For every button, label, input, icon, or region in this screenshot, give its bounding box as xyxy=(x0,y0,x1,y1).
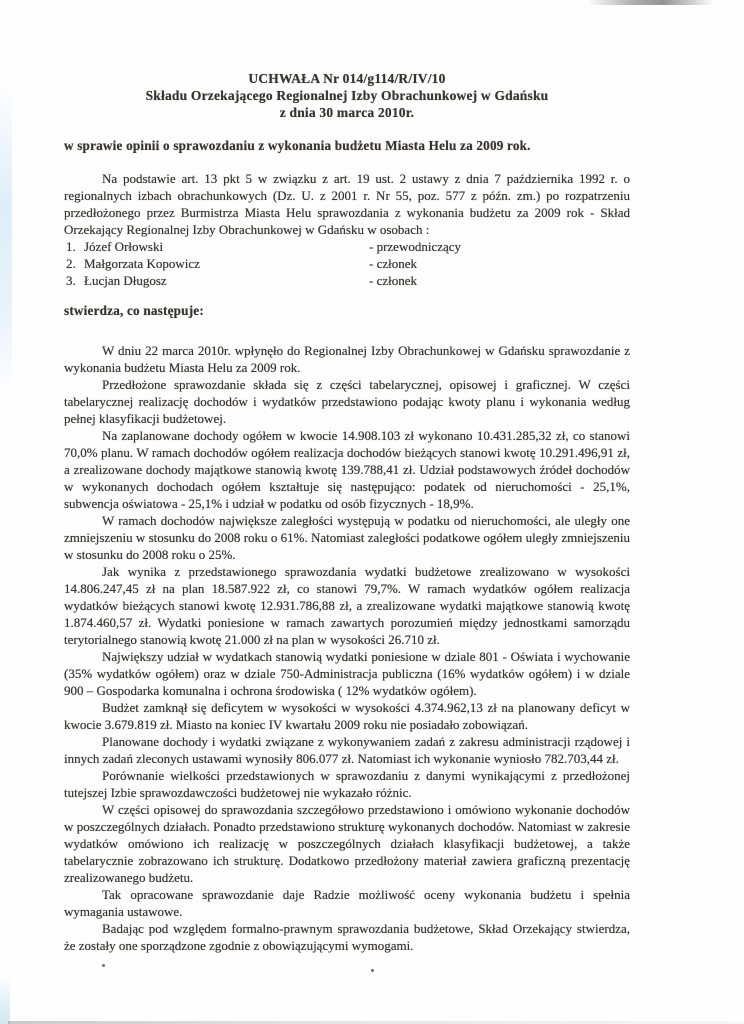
scan-artifact-left-edge xyxy=(0,88,12,388)
member-row xyxy=(66,238,630,255)
member-number: 2. xyxy=(66,256,76,271)
body-paragraph-7: Budżet zamknął się deficytem w wysokości w wysokości 4.374.962,13 zł na planowany deficyt w kwocie 3.679.819 zł. Miasto na koniec IV kwartału 2009 roku nie posiadało zobowiązań. xyxy=(64,700,630,732)
title-line-issuing-body: Składu Orzekającego Regionalnej Izby Obrachunkowej w Gdańsku xyxy=(145,88,549,103)
member-row xyxy=(66,255,630,272)
title-line-resolution-number: UCHWAŁA Nr 014/g114/R/IV/10 xyxy=(248,71,446,86)
body-paragraph-4: W ramach dochodów największe zaległości występują w podatku od nieruchomości, ale uległy one zmniejszeniu w stosunku do 2008 roku o 61%. Natomiast zaległości podatkowe ogółem uległy zmniejszeniu w stosunku do 2008 roku o 25%. xyxy=(64,513,630,562)
title-line-date: z dnia 30 marca 2010r. xyxy=(279,105,415,120)
scan-artifact-dot xyxy=(371,969,374,972)
legal-basis-paragraph: Na podstawie art. 13 pkt 5 w związku z art. 19 ust. 2 ustawy z dnia 7 października 1992 r. o regionalnych izbach obrachunkowych (Dz. U. z 2001 r. Nr 55, poz. 577 z późn. zm.) po rozpatrzeniu przedłożonego przez Burmistrza Miasta Helu sprawozdania z wykonania budżetu za 2009 rok - Skład Orzekający Regionalnej Izby Obrachunkowej w Gdańsku w osobach : xyxy=(64,171,630,237)
member-number: 3. xyxy=(66,273,76,288)
body-paragraph-12: Badając pod względem formalno-prawnym sprawozdania budżetowe, Skład Orzekający stwierdza, że zostały one sporządzone zgodnie z obowiązującymi wymogami. xyxy=(64,921,630,953)
decision-intro: stwierdza, co następuje: xyxy=(64,303,204,318)
body-paragraph-11: Tak opracowane sprawozdanie daje Radzie możliwość oceny wykonania budżetu i spełnia wymagania ustawowe. xyxy=(64,887,630,919)
member-role: - członek xyxy=(369,256,418,271)
scan-artifact-left-bottom-edge xyxy=(0,978,10,1024)
body-paragraph-3: Na zaplanowane dochody ogółem w kwocie 14.908.103 zł wykonano 10.431.285,32 zł, co stanowi 70,0% planu. W ramach dochodów ogółem realizacja dochodów bieżących stanowi kwotę 10.291.496,91 zł, a zrealizowane dochody majątkowe stanowią kwotę 139.788,41 zł. Udział podstawowych źródeł dochodów w wykonanych dochodach ogółem kształtuje się następująco: podatek od nieruchomości - 25,1%, subwencja oświatowa - 25,1% i udział w podatku od osób fizycznych - 18,9%. xyxy=(64,428,630,511)
members-list xyxy=(66,238,630,289)
body-paragraph-8: Planowane dochody i wydatki związane z wykonywaniem zadań z zakresu administracji rządowej i innych zadań zleconych ustawami wynosiły 806.077 zł. Natomiast ich wykonanie wyniosło 782.703,44 zł. xyxy=(64,734,630,766)
body-paragraph-6: Największy udział w wydatkach stanowią wydatki poniesione w dziale 801 - Oświata i wychowanie (35% wydatków ogółem) oraz w dziale 750-Administracja publiczna (16% wydatków ogółem) i w dziale 900 – Gospodarka komunalna i ochrona środowiska ( 12% wydatków ogółem). xyxy=(64,649,630,698)
member-name: Łucjan Długosz xyxy=(84,273,167,288)
body-paragraph-10: W części opisowej do sprawozdania szczegółowo przedstawiono i omówiono wykonanie dochodów w poszczególnych działach. Ponadto przedstawiono strukturę wykonanych dochodów. Natomiast w zakresie wydatków omówiono ich realizację w poszczególnych działach klasyfikacji budżetowej, a także tabelarycznie zobrazowano ich strukturę. Dodatkowo przedłożony materiał zawiera graficzną prezentację zrealizowanego budżetu. xyxy=(64,802,630,885)
document-content xyxy=(64,70,630,954)
member-name: Józef Orłowski xyxy=(84,239,164,254)
body-paragraph-2: Przedłożone sprawozdanie składa się z części tabelarycznej, opisowej i graficznej. W części tabelarycznej realizację dochodów i wydatków przedstawiono podając kwoty planu i wykonania według pełnej klasyfikacji budżetowej. xyxy=(64,377,630,426)
member-role: - członek xyxy=(369,273,418,288)
member-row xyxy=(66,272,630,289)
scan-artifact-dot xyxy=(102,964,105,967)
body-paragraph-5: Jak wynika z przedstawionego sprawozdania wydatki budżetowe zrealizowano w wysokości 14.806.247,45 zł na plan 18.587.922 zł, co stanowi 79,7%. W ramach wydatków ogółem realizacja wydatków bieżących stanowi kwotę 12.931.786,88 zł, a zrealizowane wydatki majątkowe stanowią kwotę 1.874.460,57 zł. Wydatki poniesione w ramach zawartych porozumień między jednostkami samorządu terytorialnego stanowią kwotę 21.000 zł na plan w wysokości 26.710 zł. xyxy=(64,564,630,647)
subject-line: w sprawie opinii o sprawozdaniu z wykonania budżetu Miasta Helu za 2009 rok. xyxy=(64,138,531,153)
document-header xyxy=(64,70,630,121)
member-name: Małgorzata Kopowicz xyxy=(84,256,200,271)
member-role: - przewodniczący xyxy=(369,239,462,254)
body-paragraph-1: W dniu 22 marca 2010r. wpłynęło do Regionalnej Izby Obrachunkowej w Gdańsku sprawozdanie z wykonania budżetu Miasta Helu za 2009 rok. xyxy=(64,343,630,375)
scan-artifact-top-streak xyxy=(588,0,714,5)
document-body xyxy=(64,342,630,954)
member-number: 1. xyxy=(66,239,76,254)
body-paragraph-9: Porównanie wielkości przedstawionych w sprawozdaniu z danymi wynikającymi z przedłożonej tutejszej Izbie sprawozdawczości budżetowej nie wykazało różnic. xyxy=(64,768,630,800)
